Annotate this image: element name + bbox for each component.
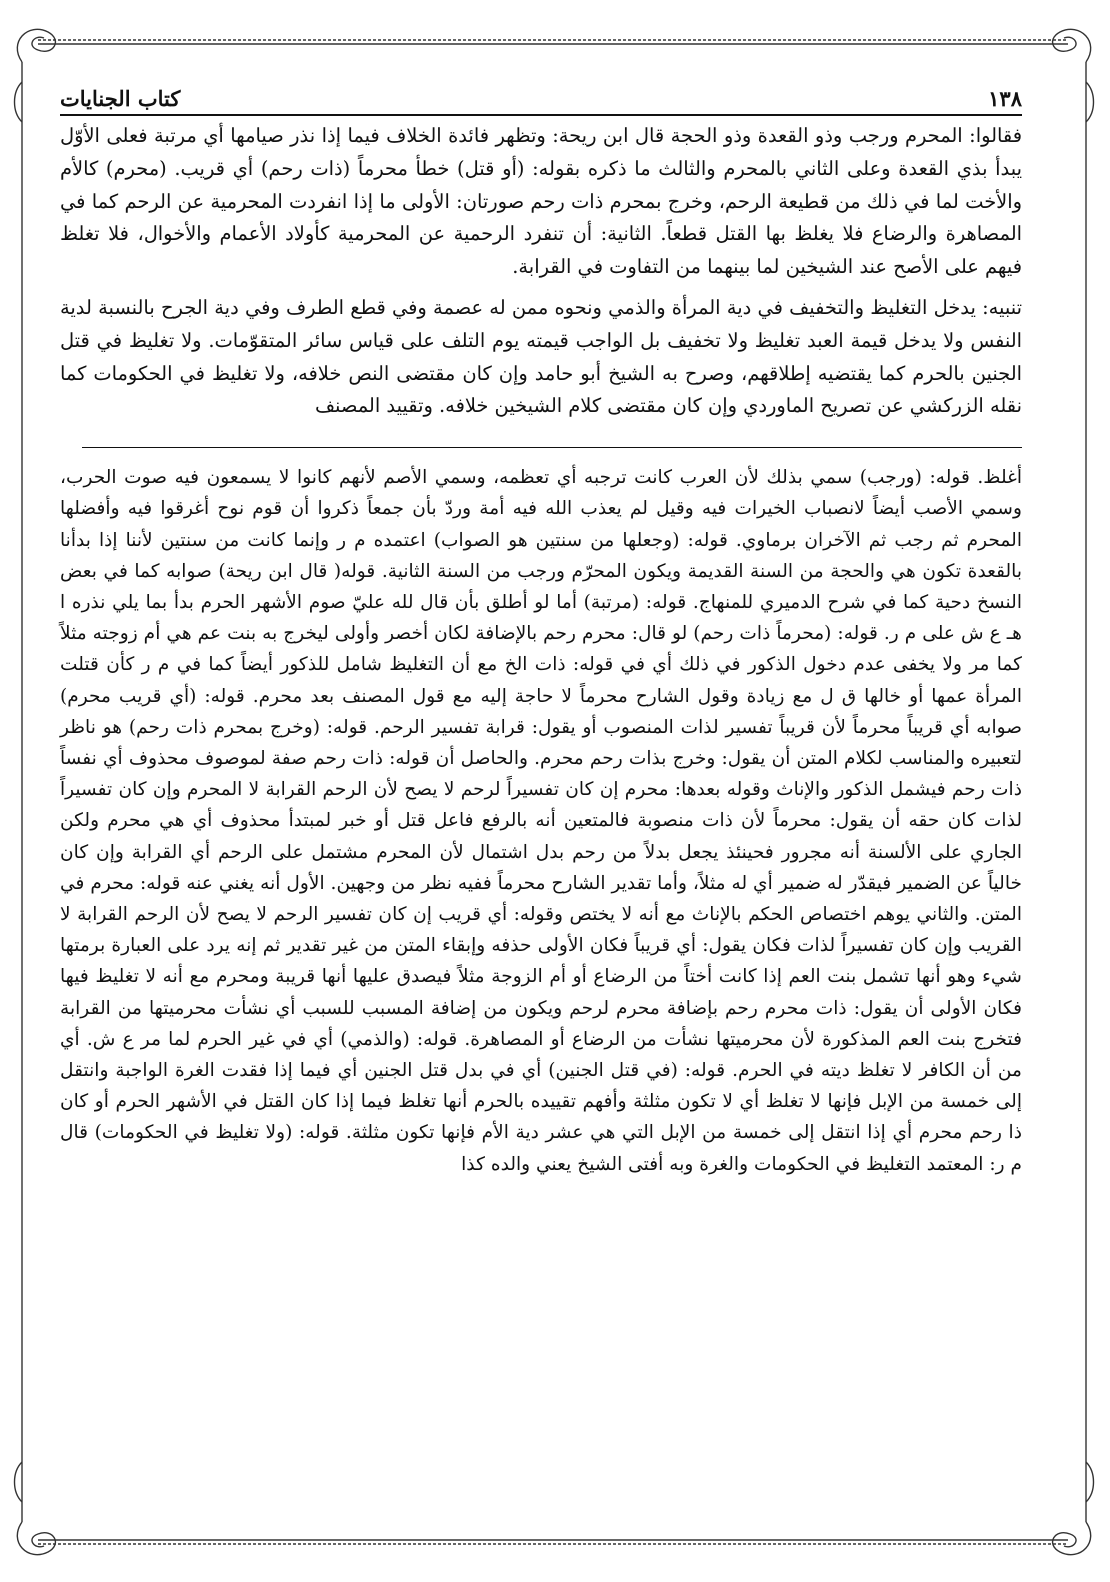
- section-divider: [82, 447, 1022, 448]
- page-content: [60, 86, 1022, 1180]
- book-title: كتاب الجنايات: [60, 86, 188, 111]
- main-paragraph: فقالوا: المحرم ورجب وذو القعدة وذو الحجة قال ابن ريحة: وتظهر فائدة الخلاف فيما إذا نذر صيامها أي مرتبة فعلى الأوّل يبدأ بذي القعدة وعلى الثاني بالمحرم والثالث ما ذكره بقوله: (أو قتل) خطأ محرماً (ذات رحم) أي قريب. (محرم) كالأم والأخت لما في ذلك من قطيعة الرحم، وخرج بمحرم ذات رحم صورتان: الأولى ما إذا انفردت المحرمية عن الرحم كما في المصاهرة والرضاع فلا يغلظ بها القتل قطعاً. الثانية: أن تنفرد الرحمية عن المحرمية كأولاد الأعمام والأخوال، فلا تغلظ فيهم على الأصح عند الشيخين لما بينهما من التفاوت في القرابة.: [60, 124, 1022, 279]
- page-number: ١٣٨: [980, 86, 1022, 111]
- running-header: [60, 86, 1022, 116]
- commentary-text: أغلظ. قوله: (ورجب) سمي بذلك لأن العرب كانت ترجبه أي تعظمه، وسمي الأصم لأنهم كانوا لا يسمعون فيه صوت الحرب، وسمي الأصب أيضاً لانصباب الخيرات فيه وقيل لم يعذب الله فيه أمة وردّ بأن جمعاً ذكروا أن قوم نوح أغرقوا فيه وأفضلها المحرم ثم رجب ثم الآخران برماوي. قوله: (وجعلها من سنتين هو الصواب) اعتمده م ر وإنما كانت من سنتين لأننا إذا بدأنا بالقعدة تكون هي والحجة من السنة القديمة ويكون المحرّم ورجب من السنة الثانية. قوله( قال ابن ريحة) صوابه كما في بعض النسخ دحية كما في شرح الدميري للمنهاج. قوله: (مرتبة) أما لو أطلق بأن قال لله عليّ صوم الأشهر الحرم بدأ بما يلي نذره ا هـ ع ش على م ر. قوله: (محرماً ذات رحم) لو قال: محرم رحم بالإضافة لكان أخصر وأولى ليخرج به بنت عم هي أم زوجته مثلاً كما مر ولا يخفى عدم دخول الذكور في ذلك أي في قوله: ذات الخ مع أن التغليظ شامل للذكور أيضاً كما في م ر كأن قتلت المرأة عمها أو خالها ق ل مع زيادة وقول الشارح محرماً لا حاجة إليه مع قول المصنف بعد محرم. قوله: (أي قريب محرم) صوابه أي قريباً محرماً لأن قريباً تفسير لذات المنصوب أو يقول: قرابة تفسير الرحم. قوله: (وخرج بمحرم ذات رحم) هو ناظر لتعبيره والمناسب لكلام المتن أن يقول: وخرج بذات رحم محرم. والحاصل أن قوله: ذات رحم صفة لموصوف محذوف أي نفساً ذات رحم فيشمل الذكور والإناث وقوله بعدها: محرم إن كان تفسيراً لرحم لا يصح لأن الرحم القرابة لا المحرم وإن كان تفسيراً لذات كان حقه أن يقول: محرماً لأن ذات منصوبة فالمتعين أنه بالرفع فاعل قتل أو خبر لمبتدأ محذوف أي هي محرم ولكن الجاري على الألسنة أنه مجرور فحينئذ يجعل بدلاً من رحم بدل اشتمال لأن المحرم مشتمل على الرحم أي القرابة وإن كان خالياً عن الضمير فيقدّر له ضمير أي له مثلاً، وأما تقدير الشارح محرماً ففيه نظر من وجهين. الأول أنه يغني عنه قوله: محرم في المتن. والثاني يوهم اختصاص الحكم بالإناث مع أنه لا يختص وقوله: أي قريب إن كان تفسير الرحم لا يصح لأن الرحم القرابة لا القريب وإن كان تفسيراً لذات فكان يقول: أي قريباً فكان الأولى حذفه وإبقاء المتن من غير تقدير ثم إنه يرد على العبارة برمتها شيء وهو أنها تشمل بنت العم إذا كانت أختاً من الرضاع أو أم الزوجة مثلاً فيصدق عليها أنها قريبة ومحرم مع أنه لا تغليظ فيها فكان الأولى أن يقول: ذات محرم رحم بإضافة محرم لرحم ويكون من إضافة المسبب للسبب أي نشأت محرميتها من القرابة فتخرج بنت العم المذكورة لأن محرميتها نشأت من الرضاع أو المصاهرة. قوله: (والذمي) أي في غير الحرم لما مر ع ش. أي من أن الكافر لا تغلظ ديته في الحرم. قوله: (في قتل الجنين) أي في بدل قتل الجنين أي فيما إذا فقدت الغرة الواجبة وانتقل إلى خمسة من الإبل فإنها لا تغلظ أي لا تكون مثلثة وأفهم تقييده بالحرم أنها تغلظ فيما إذا كان القتل في الأشهر الحرم أو كان ذا رحم محرم أي إذا انتقل إلى خمسة من الإبل التي هي عشر دية الأم فإنها تكون مثلثة. قوله: (ولا تغليظ في الحكومات) قال م ر: المعتمد التغليظ في الحكومات والغرة وبه أفتى الشيخ يعني والده كذا: [60, 467, 1022, 1175]
- main-paragraph: تنبيه: يدخل التغليظ والتخفيف في دية المرأة والذمي ونحوه ممن له عصمة وفي قطع الطرف وفي دية الجرح بالنسبة لدية النفس ولا يدخل قيمة العبد تغليظ ولا تخفيف بل الواجب قيمته يوم التلف على قياس سائر المتقوّمات. ولا تغليظ في قتل الجنين بالحرم كما يقتضيه إطلاقهم، وصرح به الشيخ أبو حامد وإن كان مقتضى النص خلافه، ولا تغليظ في الحكومات كما نقله الزركشي عن تصريح الماوردي وإن كان مقتضى كلام الشيخين خلافه. وتقييد المصنف: [60, 295, 1022, 418]
- main-text: [60, 120, 1022, 423]
